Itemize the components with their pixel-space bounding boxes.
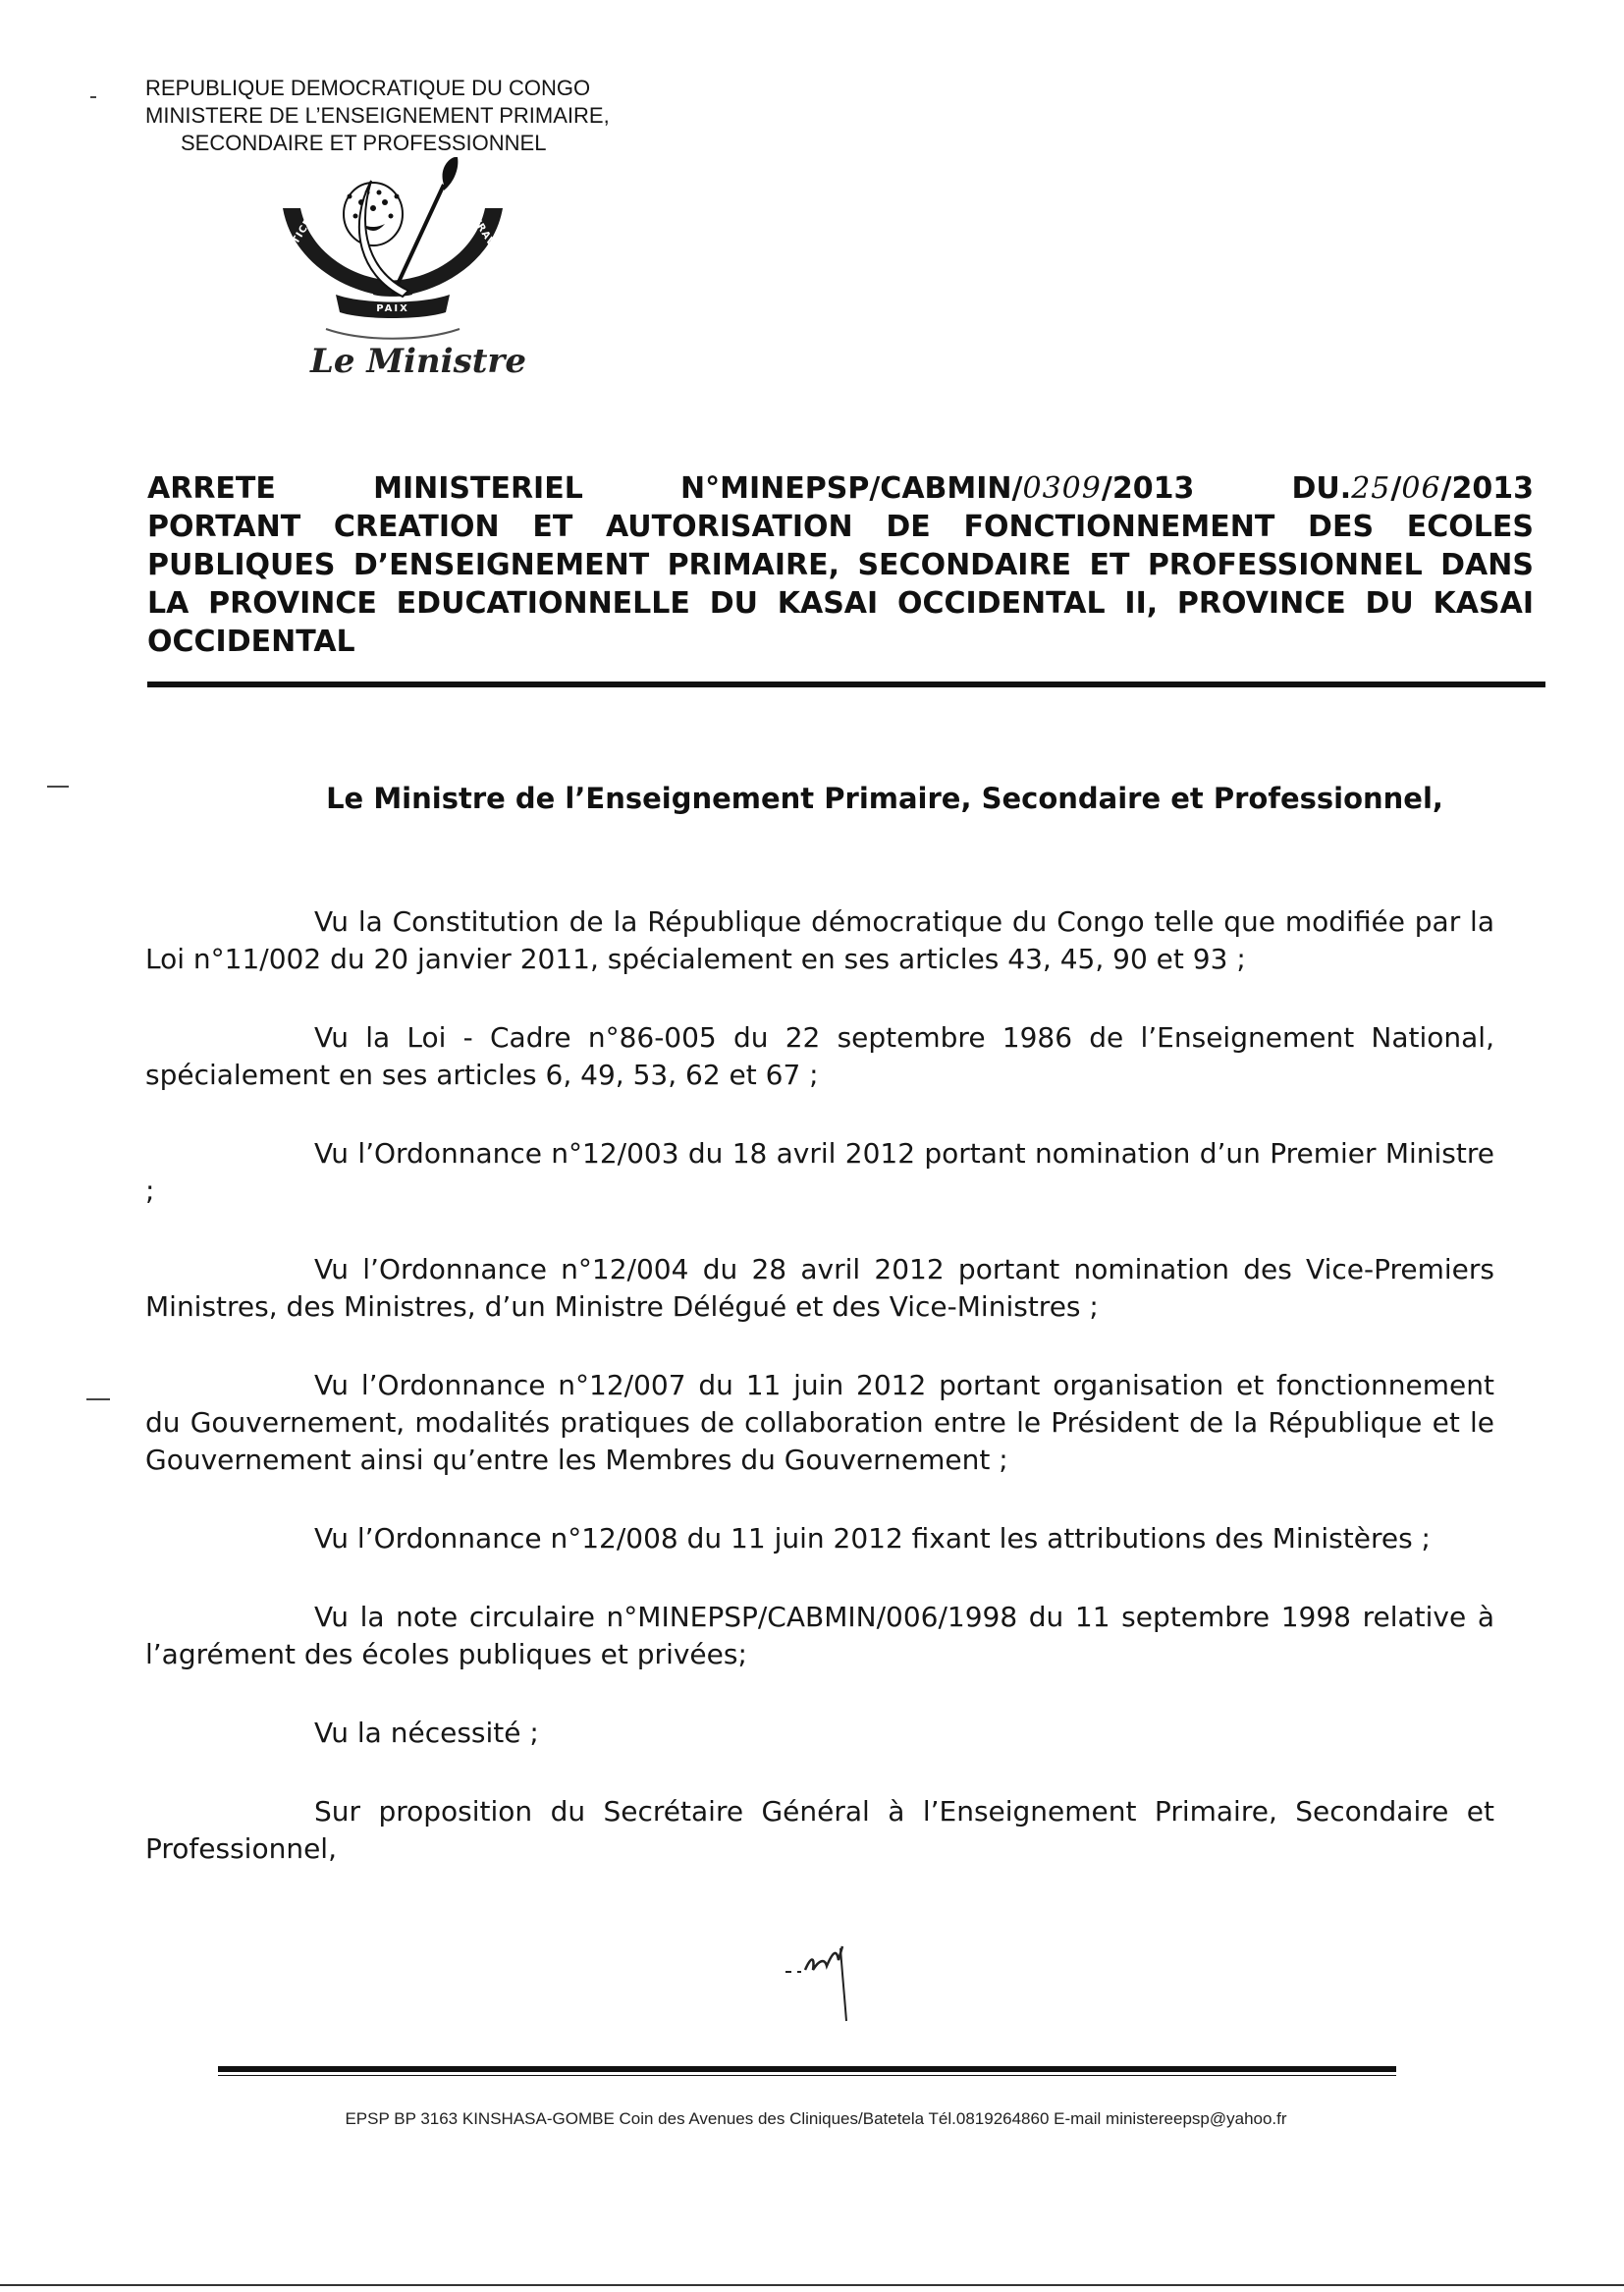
emblem-motto-left: JUSTICE [279, 216, 315, 265]
letterhead-ministry: MINISTERE DE L’ENSEIGNEMENT PRIMAIRE, [145, 103, 610, 128]
footer-divider [218, 2066, 1396, 2076]
consideration-paragraph: Vu la nécessité ; [314, 1717, 539, 1749]
minister-heading [0, 782, 1624, 815]
footer-contact [0, 2109, 1624, 2129]
title-reference [680, 469, 1194, 508]
leopard-head-icon [344, 183, 403, 246]
ref-number-handwritten: 0309 [1022, 471, 1102, 506]
title-subject: PORTANT CREATION ET AUTORISATION DE FONCTIONNEMENT DES ECOLES PUBLIQUES D’ENSEIGNEMENT PRIMAIRE, SECONDAIRE ET PROFESSIONNEL DANS LA PROVINCE EDUCATIONNELLE DU KASAI OCCIDENTAL II, PROVINCE DU KASAI OCCIDENTAL [147, 510, 1534, 659]
coat-of-arms-emblem [265, 157, 520, 363]
consideration-paragraph: Vu la note circulaire n°MINEPSP/CABMIN/006/1998 du 11 septembre 1998 relative à l’agrément des écoles publiques et privées; [145, 1601, 1494, 1670]
title-date [1292, 469, 1534, 508]
consideration-paragraph: Sur proposition du Secrétaire Général à l’Enseignement Primaire, Secondaire et Professionnel, [145, 1795, 1494, 1865]
document-title [147, 469, 1534, 661]
title-divider [147, 682, 1545, 687]
letterhead-ministry-cont: SECONDAIRE ET PROFESSIONNEL [181, 131, 547, 155]
ref-suffix: /2013 [1101, 471, 1195, 506]
title-reference-line [147, 469, 1534, 508]
letterhead-country: REPUBLIQUE DEMOCRATIQUE DU CONGO [145, 76, 591, 100]
page-bottom-edge [0, 2284, 1624, 2286]
footer-text: EPSP BP 3163 KINSHASA-GOMBE Coin des Avenues des Cliniques/Batetela Tél.0819264860 E-mail ministereepsp@yahoo.fr [345, 2109, 1287, 2128]
date-suffix: /2013 [1440, 471, 1534, 506]
margin-mark [47, 786, 69, 788]
date-day-handwritten: 25 [1351, 471, 1391, 506]
date-prefix: DU. [1291, 471, 1352, 506]
date-separator: / [1390, 471, 1402, 506]
consideration-paragraph: Vu l’Ordonnance n°12/008 du 11 juin 2012 fixant les attributions des Ministères ; [314, 1522, 1431, 1555]
emblem-base-stroke [326, 329, 460, 339]
minister-heading-text: Le Ministre de l’Enseignement Primaire, Secondaire et Professionnel, [326, 782, 1443, 815]
consideration-paragraph: Vu la Loi - Cadre n°86-005 du 22 septembre 1986 de l’Enseignement National, spécialement en ses articles 6, 49, 53, 62 et 67 ; [145, 1021, 1494, 1091]
title-arrete: ARRETE [147, 471, 276, 506]
date-month-handwritten: 06 [1401, 471, 1441, 506]
consideration-paragraph: Vu l’Ordonnance n°12/004 du 28 avril 2012 portant nomination des Vice-Premiers Ministres, des Ministres, d’un Ministre Délégué et des Vice-Ministres ; [145, 1253, 1494, 1323]
letterhead [145, 75, 610, 157]
considerations-list [145, 903, 1494, 1909]
consideration-paragraph: Vu l’Ordonnance n°12/003 du 18 avril 2012 portant nomination d’un Premier Ministre ; [145, 1137, 1494, 1207]
consideration-paragraph: Vu l’Ordonnance n°12/007 du 11 juin 2012 portant organisation et fonctionnement du Gouvernement, modalités pratiques de collaboration entre le Président de la République et le Gouvernement ainsi qu’entre les Membres du Gouvernement ; [145, 1369, 1494, 1476]
ref-prefix: N°MINEPSP/CABMIN/ [680, 471, 1023, 506]
title-ministeriel: MINISTERIEL [373, 471, 583, 506]
initials-signature [782, 1927, 890, 2025]
consideration-paragraph: Vu la Constitution de la République démocratique du Congo telle que modifiée par la Loi n°11/002 du 20 janvier 2011, spécialement en ses articles 43, 45, 90 et 93 ; [145, 905, 1494, 975]
margin-mark [86, 1398, 110, 1400]
margin-mark [90, 96, 96, 98]
emblem-motto-bottom: PAIX [376, 303, 409, 314]
signature-title: Le Ministre [310, 342, 526, 381]
emblem-motto-right: TRAVAIL [469, 215, 508, 266]
